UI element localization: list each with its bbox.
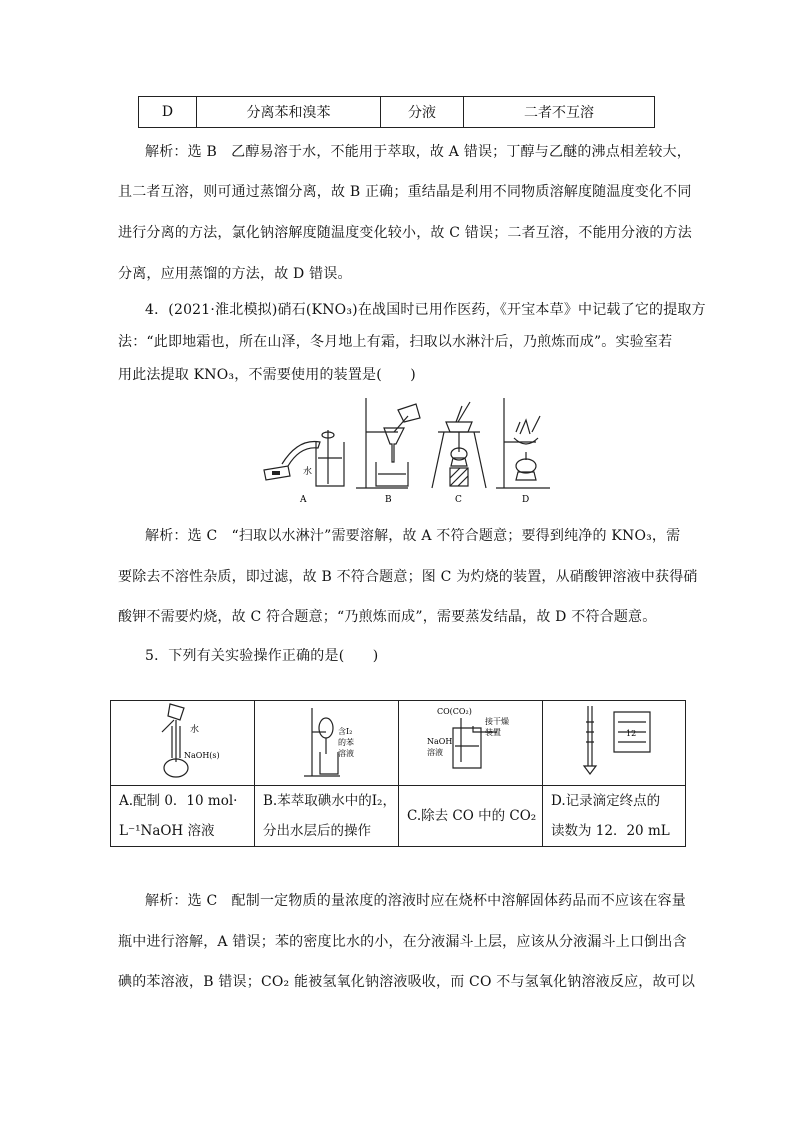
table-row [139, 97, 655, 128]
option-a [111, 786, 255, 847]
text-row [111, 786, 686, 847]
naoh-label-a: NaOH(s) [183, 751, 220, 760]
analysis-line: 进行分离的方法，氯化钠溶解度随温度变化较小，故 C 错误；二者互溶，不能用分液的方法 [118, 225, 693, 241]
label-d: D [522, 495, 530, 505]
analysis-line: 瓶中进行溶解，A 错误；苯的密度比水的小，在分液漏斗上层，应该从分液漏斗上口倒出含 [118, 934, 687, 950]
separation-table [138, 96, 655, 128]
apparatus-d [496, 398, 550, 505]
c-naoh-label: NaOH [426, 737, 452, 746]
analysis-line: 解析：选 C 配制一定物质的量浓度的溶液时应在烧杯中溶解固体药品而不应该在容量 [145, 893, 686, 909]
label-a: A [300, 495, 307, 505]
burette-figure [544, 702, 684, 780]
analysis-line: 解析：选 B 乙醇易溶于水，不能用于萃取，故 A 错误；丁醇与乙醚的沸点相差较大， [145, 144, 691, 160]
d-scale-label: 12 [626, 729, 637, 738]
analysis-line: 碘的苯溶液，B 错误；CO₂ 能被氢氧化钠溶液吸收，而 CO 不与氢氧化钠溶液反应，故可以 [118, 974, 696, 990]
separatory-funnel-figure [262, 702, 392, 780]
question-line: 用此法提取 KNO₃，不需要使用的装置是( ) [118, 367, 416, 383]
gas-washing-bottle-figure [401, 702, 541, 780]
analysis-line: 分离，应用蒸馏的方法，故 D 错误。 [118, 266, 352, 282]
option-a-line: A.配制 0．10 mol· [119, 793, 238, 809]
option-b-line: 分出水层后的操作 [263, 823, 371, 839]
option-c [399, 786, 543, 847]
analysis-line: 解析：选 C “扫取以水淋汁”需要溶解，故 A 不符合题意；要得到纯净的 KNO₃，需 [145, 528, 681, 544]
image-row [111, 701, 686, 786]
option-b-line: B.苯萃取碘水中的I₂， [263, 793, 396, 809]
b-label-line: 含I₂ [337, 727, 352, 736]
apparatus-figure-q4 [258, 392, 558, 510]
option-a-figure [111, 701, 255, 786]
option-d-figure [543, 701, 686, 786]
water-label-a: 水 [189, 725, 199, 735]
volumetric-flask-figure [118, 702, 248, 780]
table-cell-letter: D [139, 97, 197, 128]
option-b [255, 786, 399, 847]
b-label-line: 溶液 [337, 749, 354, 758]
question-line: 4．(2021·淮北模拟)硝石(KNO₃)在战国时已用作医药，《开宝本草》中记载了它的提取方 [145, 302, 706, 318]
c-naoh-label: 溶液 [426, 748, 443, 757]
option-c-figure [399, 701, 543, 786]
table-cell-purpose: 分离苯和溴苯 [197, 97, 381, 128]
option-c-line: C.除去 CO 中的 CO₂ [407, 808, 537, 824]
apparatus-c [432, 402, 486, 505]
option-a-line: L⁻¹NaOH 溶液 [119, 823, 215, 839]
analysis-line: 酸钾不需要灼烧，故 C 符合题意；“乃煎炼而成”，需要蒸发结晶，故 D 不符合题意。 [118, 609, 657, 625]
option-b-figure [255, 701, 399, 786]
analysis-line: 且二者互溶，则可通过蒸馏分离，故 B 正确；重结晶是利用不同物质溶解度随温度变化不同 [118, 184, 692, 200]
question-5-stem: 5．下列有关实验操作正确的是( ) [145, 648, 379, 664]
b-label-line: 的苯 [337, 738, 354, 747]
options-table [110, 700, 686, 847]
analysis-line: 要除去不溶性杂质，即过滤，故 B 不符合题意；图 C 为灼烧的装置，从硝酸钾溶液中获得硝 [118, 569, 698, 585]
option-d-line: D.记录滴定终点的 [551, 793, 661, 809]
option-d-line: 读数为 12．20 mL [551, 823, 670, 839]
c-device-label: 装置 [484, 728, 501, 737]
table-cell-reason: 二者不互溶 [464, 97, 655, 128]
option-d [543, 786, 686, 847]
water-label: 水 [303, 467, 313, 477]
question-line: 法：“此即地霜也，所在山泽，冬月地上有霜，扫取以水淋汁后，乃煎炼而成”。实验室若 [118, 334, 673, 350]
apparatus-a [264, 430, 344, 505]
table-cell-method: 分液 [381, 97, 464, 128]
c-top-label: CO(CO₂) [436, 707, 472, 716]
label-b: B [385, 495, 392, 505]
label-c: C [455, 495, 462, 505]
c-device-label: 接干燥 [484, 717, 509, 726]
apparatus-b [356, 398, 420, 505]
